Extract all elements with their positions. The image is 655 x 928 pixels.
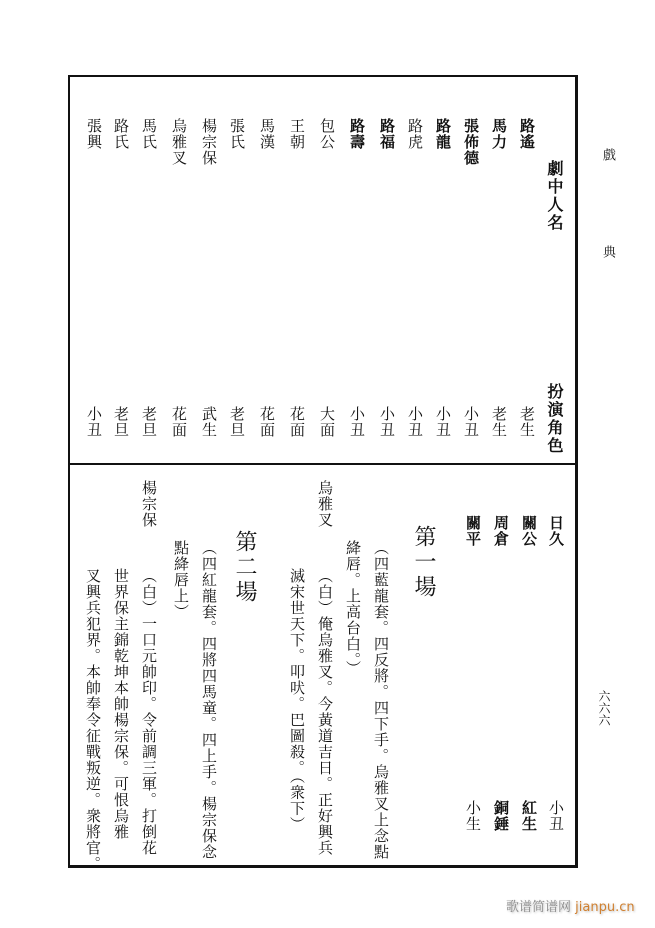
cast-role: 小生 [464, 800, 482, 832]
cast-role: 小丑 [85, 406, 103, 438]
cast-name: 路虎 [406, 118, 424, 150]
cast-role: 小丑 [348, 406, 366, 438]
scene-1-stage-direction: 絳唇。上高台白。） [344, 540, 362, 677]
cast-name: 馬力 [490, 118, 508, 150]
watermark [506, 896, 635, 915]
cast-role: 小丑 [547, 800, 565, 832]
cast-name: 關平 [464, 515, 482, 547]
cast-role: 小丑 [406, 406, 424, 438]
cast-name: 路氏 [112, 118, 130, 150]
cast-name: 王朝 [288, 118, 306, 150]
cast-role: 小丑 [378, 406, 396, 438]
cast-name: 路龍 [434, 118, 452, 150]
cast-role: 小丑 [462, 406, 480, 438]
scene-2-stage-direction: （四紅龍套。四將四馬童。四上手。楊宗保念 [200, 540, 218, 860]
cast-role: 紅生 [520, 800, 538, 832]
cast-name: 關公 [520, 515, 538, 547]
scene-2-line: 叉興兵犯界。本帥奉令征戰叛逆。衆將官。 [84, 568, 102, 872]
cast-name: 馬氏 [140, 118, 158, 150]
watermark-site-name: 歌谱简谱网 [506, 900, 572, 915]
cast-name: 路遙 [518, 118, 536, 150]
running-head-2: 典 [600, 245, 615, 258]
scene-1-title: 第一場 [411, 525, 436, 600]
cast-name: 張氏 [228, 118, 246, 150]
page-number: 六六六 [597, 690, 611, 726]
watermark-url[interactable]: jianpu.cn [575, 900, 635, 915]
cast-name: 楊宗保 [200, 118, 218, 166]
cast-role: 花面 [288, 406, 306, 438]
cast-name: 路壽 [348, 118, 366, 150]
cast-name: 張興 [85, 118, 103, 150]
cast-name: 馬漢 [258, 118, 276, 150]
cast-header-name: 劇中人名 [545, 160, 564, 232]
scene-2-title: 第二場 [232, 530, 257, 605]
scene-1-stage-direction: （四藍龍套。四反將。四下手。烏雅叉上念點 [372, 540, 390, 860]
cast-role: 老生 [490, 406, 508, 438]
scene-2-stage-direction: 點絳唇上） [172, 540, 190, 620]
cast-name: 路福 [378, 118, 396, 150]
scene-1-speaker: 烏雅叉 [316, 480, 334, 528]
cast-role: 小丑 [434, 406, 452, 438]
cast-role: 武生 [200, 406, 218, 438]
scene-1-line: 滅宋世天下。叩吠。巴圖殺。（衆下） [288, 568, 306, 833]
cast-name: 包公 [318, 118, 336, 150]
running-head-1: 戲 [600, 148, 615, 161]
cast-header-role: 扮演角色 [545, 383, 564, 455]
scene-2-speaker: 楊宗保 [140, 480, 158, 528]
cast-name: 日久 [547, 515, 565, 547]
scene-1-line: （白）俺烏雅叉。今黃道吉日。正好興兵 [316, 568, 334, 856]
cast-name: 張佈德 [462, 118, 480, 166]
scene-2-line: （白）一口元帥印。令前調三軍。打倒花 [140, 568, 158, 856]
cast-role: 老旦 [140, 406, 158, 438]
cast-role: 老生 [518, 406, 536, 438]
cast-role: 花面 [170, 406, 188, 438]
cast-name: 烏雅叉 [170, 118, 188, 166]
cast-role: 花面 [258, 406, 276, 438]
section-divider [68, 463, 578, 465]
cast-role: 大面 [318, 406, 336, 438]
cast-name: 周倉 [492, 515, 510, 547]
cast-role: 老旦 [112, 406, 130, 438]
scene-2-line: 世界保主錦乾坤本帥楊宗保。可恨烏雅 [112, 568, 130, 840]
cast-role: 銅錘 [492, 800, 510, 832]
cast-role: 老旦 [228, 406, 246, 438]
